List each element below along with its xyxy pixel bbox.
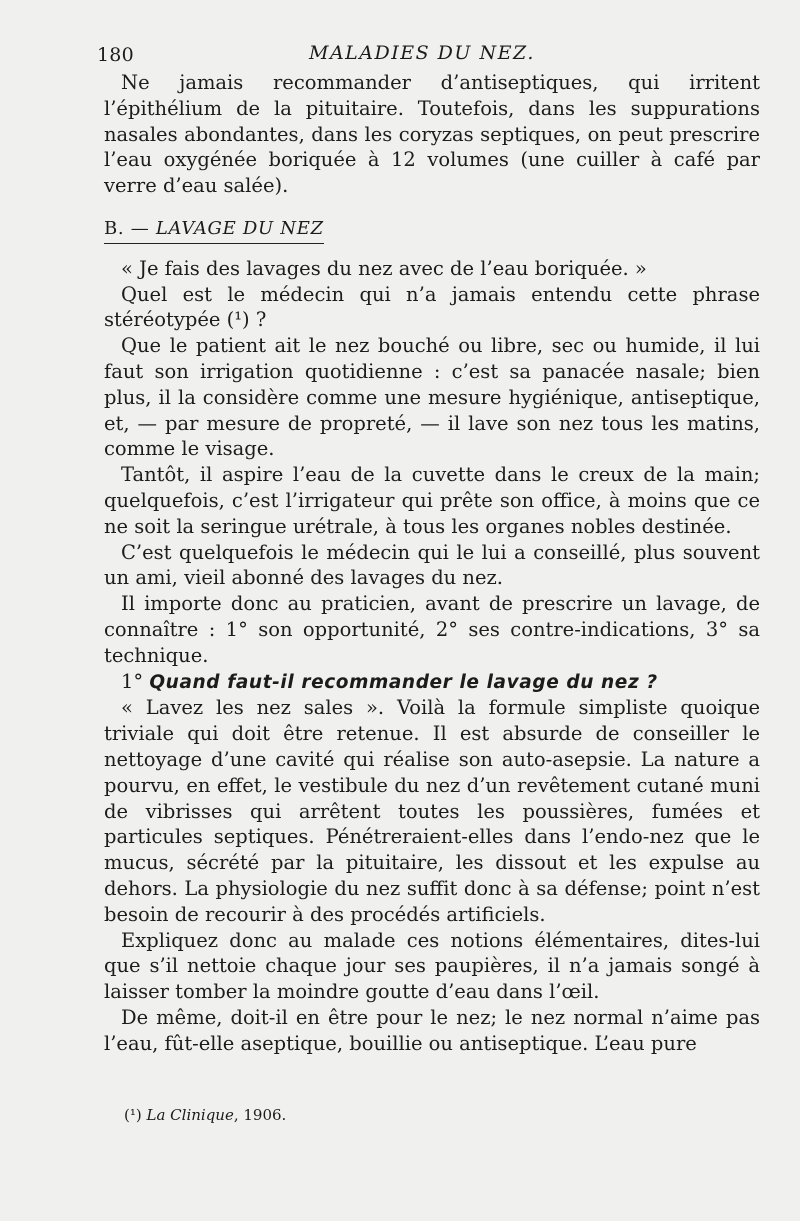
section-title: LAVAGE DU NEZ (155, 217, 324, 239)
footnote (124, 1106, 286, 1124)
main-text (104, 70, 760, 1056)
paragraph-expliquez: Expliquez donc au malade ces notions élémentaires, dites-lui que s’il nettoie chaque jour ses paupières, il n’a jamais songé à laisser tomber la moindre goutte d’eau dans l’œil. (104, 928, 760, 1004)
paragraph-antiseptiques: Ne jamais recommander d’antiseptiques, qui irritent l’épithélium de la pituitaire. Toutefois, dans les suppurations nasales abondantes, dans les coryzas septiques, on peut prescrire l’eau oxygénée boriquée à 12 volumes (une cuiller à café par verre d’eau salée). (104, 71, 760, 198)
section-label: B. — (104, 217, 156, 239)
page-header (97, 40, 752, 70)
paragraph-lavez: « Lavez les nez sales ». Voilà la formule simpliste quoique triviale qui doit être retenue. Il est absurde de conseiller le nettoyage d’une cavité qui réalise son auto-asepsie. La nature a pourvu, en effet, le vestibule du nez d’un revêtement cutané muni de vibrisses qui arrêtent toutes les poussières, fumées et particules septiques. Pénétreraient-elles dans l’endo-nez que le mucus, sécrété par la pituitaire, les dissout et les expulse au dehors. La physiologie du nez suffit donc à sa défense; point n’est besoin de recourir à des procédés artificiels. (104, 696, 760, 926)
page-number: 180 (97, 44, 134, 66)
footnote-mark: (¹) (124, 1106, 147, 1124)
paragraph-patient: Que le patient ait le nez bouché ou libre, sec ou humide, il lui faut son irrigation quotidienne : c’est sa panacée nasale; bien plus, il la considère comme une mesure hygiénique, antiseptique, et, — par mesure de propreté, — il lave son nez tous les matins, comme le visage. (104, 334, 760, 461)
section-heading (104, 216, 324, 244)
footnote-year: , 1906. (233, 1106, 287, 1124)
paragraph-question: Quel est le médecin qui n’a jamais entendu cette phrase stéréotypée (¹) ? (104, 282, 760, 332)
paragraph-tantot: Tantôt, il aspire l’eau de la cuvette dans le creux de la main; quelquefois, c’est l’irrigateur qui prête son office, à moins que ce ne soit la seringue urétrale, à tous les organes nobles destinée. (104, 463, 760, 538)
paragraph-de-meme: De même, doit-il en être pour le nez; le nez normal n’aime pas l’eau, fût-elle aseptique, bouillie ou antiseptique. L’eau pure (104, 1005, 760, 1055)
subheading-number: 1° (121, 669, 150, 693)
footnote-source: La Clinique (146, 1106, 234, 1124)
paragraph-praticien: Il importe donc au praticien, avant de prescrire un lavage, de connaître : 1° son opportunité, 2° ses contre-indications, 3° sa technique. (104, 592, 760, 667)
subheading (104, 669, 760, 696)
running-title: MALADIES DU NEZ. (309, 42, 535, 64)
subheading-title: Quand faut-il recommander le lavage du nez ? (149, 671, 658, 693)
paragraph-conseil: C’est quelquefois le médecin qui le lui a conseillé, plus souvent un ami, vieil abonné des lavages du nez. (104, 540, 760, 590)
paragraph-quote: « Je fais des lavages du nez avec de l’eau boriquée. » (121, 256, 647, 280)
